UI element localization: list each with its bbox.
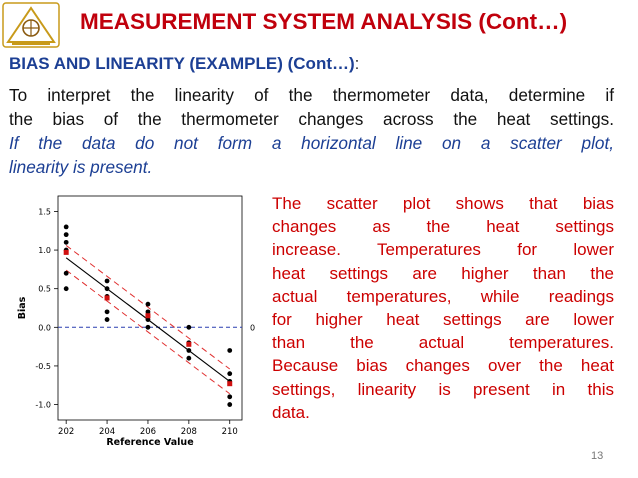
mean-bias-marker <box>186 342 191 347</box>
italic-note-line: If the data do not form a horizontal line on a scatter plot, <box>9 133 614 153</box>
data-point <box>146 325 151 330</box>
x-tick-label: 206 <box>139 427 157 437</box>
y-tick-label: -0.5 <box>35 361 51 371</box>
slide-title: MEASUREMENT SYSTEM ANALYSIS (Cont…) <box>80 9 568 34</box>
explanation-line: data. <box>272 402 310 422</box>
mean-bias-marker <box>145 313 150 318</box>
bias-scatter-plot <box>8 188 266 448</box>
page-number: 13 <box>591 450 604 462</box>
x-axis-label: Reference Value <box>106 437 194 448</box>
data-point <box>105 279 110 284</box>
data-point <box>186 356 191 361</box>
explanation-line: The scatter plot shows that bias <box>272 194 614 213</box>
intro-line: To interpret the linearity of the thermometer data, determine if <box>9 85 614 105</box>
explanation-paragraph <box>272 192 614 424</box>
x-tick-label: 208 <box>180 427 197 437</box>
data-point <box>64 224 69 229</box>
explanation-line: settings, linearity is present in this <box>272 379 614 399</box>
data-point <box>186 325 191 330</box>
data-point <box>227 371 232 376</box>
data-point <box>227 348 232 353</box>
zero-reference-label: 0 <box>250 323 256 333</box>
subtitle-text: BIAS AND LINEARITY (EXAMPLE) (Cont…) <box>9 54 355 73</box>
data-point <box>64 271 69 276</box>
y-tick-label: 1.0 <box>38 246 51 256</box>
mean-bias-marker <box>227 381 232 386</box>
explanation-line: heat settings are higher than the <box>272 263 614 283</box>
data-point <box>64 232 69 237</box>
data-point <box>105 286 110 291</box>
intro-paragraph <box>9 83 614 131</box>
explanation-line: Because bias changes over the heat <box>272 356 614 376</box>
italic-note <box>9 131 614 179</box>
mean-bias-marker <box>105 295 110 300</box>
data-point <box>105 309 110 314</box>
explanation-line: increase. Temperatures for lower <box>272 240 614 260</box>
mean-bias-marker <box>64 250 69 255</box>
y-tick-label: 0.5 <box>38 284 51 294</box>
data-point <box>64 240 69 245</box>
explanation-line: actual temperatures, while readings <box>272 286 614 306</box>
data-point <box>186 348 191 353</box>
y-tick-label: 0.0 <box>38 323 51 333</box>
data-point <box>146 302 151 307</box>
explanation-line: changes as the heat settings <box>272 217 614 237</box>
italic-note-line: linearity is present. <box>9 157 153 177</box>
section-subtitle <box>9 54 359 74</box>
x-tick-label: 202 <box>58 427 75 437</box>
intro-line: the bias of the thermometer changes across the heat settings. <box>9 109 614 129</box>
subtitle-colon: : <box>354 54 360 73</box>
y-tick-label: -1.0 <box>35 400 51 410</box>
data-point <box>227 394 232 399</box>
x-tick-label: 210 <box>221 427 238 437</box>
explanation-line: than the actual temperatures. <box>272 333 614 353</box>
x-tick-label: 204 <box>98 427 116 437</box>
explanation-line: for higher heat settings are lower <box>272 310 614 330</box>
data-point <box>105 317 110 322</box>
data-point <box>64 286 69 291</box>
y-tick-label: 1.5 <box>38 207 51 217</box>
y-axis-label: Bias <box>17 296 28 320</box>
data-point <box>227 402 232 407</box>
institution-emblem-icon <box>2 2 60 48</box>
